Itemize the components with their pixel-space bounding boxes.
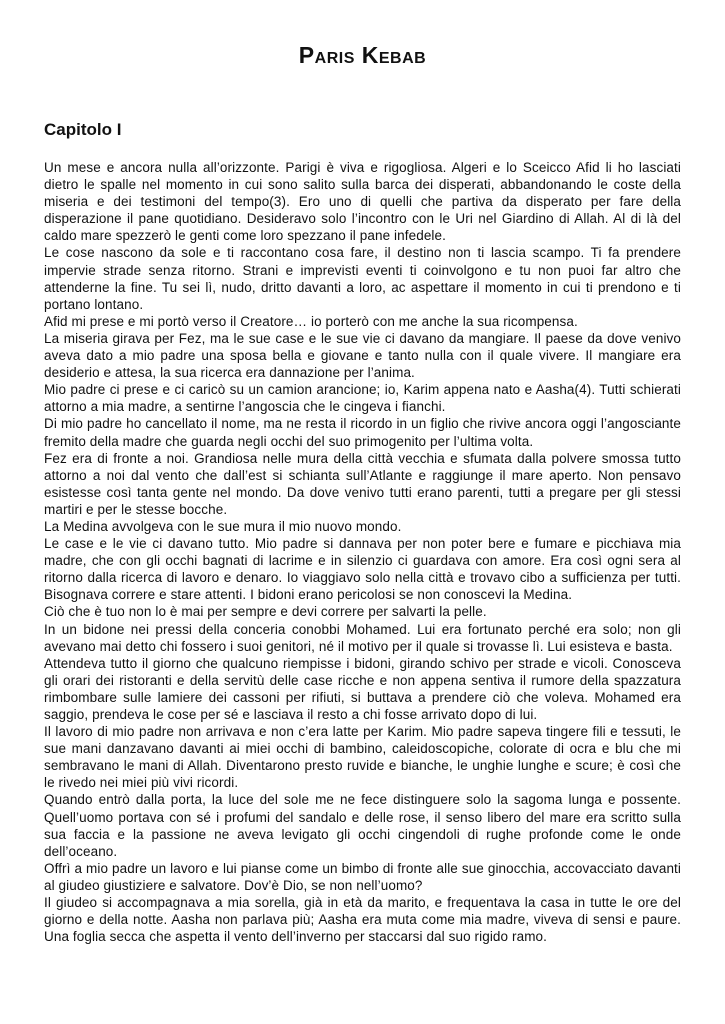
paragraph: Attendeva tutto il giorno che qualcuno riempisse i bidoni, girando schivo per strade e vicoli. Conosceva gli orari dei ristoranti e della servitù delle case ricche e non appena sentiva il rumore della spazzatura rimbombare sulle lamiere dei cassoni per rifiuti, si buttava a prendere ciò che voleva. Mohamed era saggio, prendeva le cose per sé e lasciava il resto a chi fosse arrivato dopo di lui. <box>44 655 681 722</box>
paragraph: In un bidone nei pressi della conceria conobbi Mohamed. Lui era fortunato perché era solo; non gli avevano mai detto chi fossero i suoi genitori, né il motivo per il quale si trovasse lì. Lui esisteva e basta. <box>44 621 681 654</box>
paragraph: Un mese e ancora nulla all’orizzonte. Parigi è viva e rigogliosa. Algeri e lo Sceicco Afid li ho lasciati dietro le spalle nel momento in cui sono salito sulla barca dei disperati, abbandonando le coste della miseria e dei testimoni del tempo(3). Ero uno di quelli che partiva da disperato per fare della disperazione il pane quotidiano. Desideravo solo l’incontro con le Uri nel Giardino di Allah. Al di là del caldo mare spezzerò le genti come loro spezzano il pane infedele. <box>44 160 681 244</box>
paragraph: Quando entrò dalla porta, la luce del sole me ne fece distinguere solo la sagoma lunga e possente. Quell’uomo portava con sé i profumi del sandalo e delle rose, il senso libero del mare era scritto sulla sua faccia e la passione ne aveva levigato gli occhi cingendoli di rughe profonde come le onde dell’oceano. <box>44 792 681 859</box>
paragraph: Il lavoro di mio padre non arrivava e non c’era latte per Karim. Mio padre sapeva tingere fili e tessuti, le sue mani danzavano davanti ai miei occhi di bambino, caleidoscopiche, colorate di ocra e blu che mi sembravano le mani di Allah. Diventarono presto ruvide e bianche, le unghie lunghe e scure; è così che le rivedo nei miei più vivi ricordi. <box>44 724 681 791</box>
paragraph: Le cose nascono da sole e ti raccontano cosa fare, il destino non ti lascia scampo. Ti fa prendere impervie strade senza ritorno. Strani e imprevisti eventi ti coinvolgono e tu non puoi far altro che attenderne la fine. Tu sei lì, nudo, dritto davanti a loro, ac aspettare il momento in cui ti prendono e ti portano lontano. <box>44 245 681 312</box>
paragraph: Ciò che è tuo non lo è mai per sempre e devi correre per salvarti la pelle. <box>44 604 487 620</box>
paragraph: Le case e le vie ci davano tutto. Mio padre si dannava per non poter bere e fumare e picchiava mia madre, che con gli occhi bagnati di lacrime e in silenzio ci guardava con amore. Era così ogni sera al ritorno dalla ricerca di lavoro e denaro. Io viaggiavo solo nella città e trovavo cibo a sufficienza per tutti. Bisognava correre e stare attenti. I bidoni erano pericolosi se non conoscevi la Medina. <box>44 536 681 603</box>
paragraph: La Medina avvolgeva con le sue mura il mio nuovo mondo. <box>44 518 402 534</box>
chapter-title: Capitolo I <box>44 120 122 139</box>
paragraph: Mio padre ci prese e ci caricò su un camion arancione; io, Karim appena nato e Aasha(4). Tutti schierati attorno a mia madre, a sentirne l’angoscia che le cingeva i fianchi. <box>44 382 681 415</box>
paragraph: La miseria girava per Fez, ma le sue case e le sue vie ci davano da mangiare. Il paese da dove venivo aveva dato a mio padre una sposa bella e giovane e tanto nulla con il quale vivere. Il mangiare era desiderio e attesa, la sua ricerca era dannazione per l’anima. <box>44 330 681 381</box>
paragraph: Il giudeo si accompagnava a mia sorella, già in età da marito, e frequentava la casa in tutte le ore del giorno e della notte. Aasha non parlava più; Aasha era muta come mia madre, viveva di sensi e paure. Una foglia secca che aspetta il vento dell’inverno per staccarsi dal suo rigido ramo. <box>44 895 681 945</box>
paragraph: Fez era di fronte a noi. Grandiosa nelle mura della città vecchia e sfumata dalla polvere smossa tutto attorno a noi dal vento che dall’est si schianta sull’Atlante e raggiunge il mare aperto. Non pensavo esistesse così tanta gente nel mondo. Da dove venivo tutti erano parenti, tutti a pregare per gli stessi martiri e per le stesse bocche. <box>44 450 681 517</box>
paragraph: Afid mi prese e mi portò verso il Creatore… io porterò con me anche la sua ricompensa. <box>44 313 578 329</box>
chapter-body <box>44 159 681 945</box>
paragraph: Offrì a mio padre un lavoro e lui pianse come un bimbo di fronte alle sue ginocchia, accovacciato davanti al giudeo giustiziere e salvatore. Dov’è Dio, se non nell’uomo? <box>44 860 681 893</box>
book-title: Paris Kebab <box>298 42 427 68</box>
paragraph: Di mio padre ho cancellato il nome, ma ne resta il ricordo in un figlio che rivive ancora oggi l’angosciante fremito della madre che guarda negli occhi del suo primogenito per l’ultima volta. <box>44 416 681 449</box>
